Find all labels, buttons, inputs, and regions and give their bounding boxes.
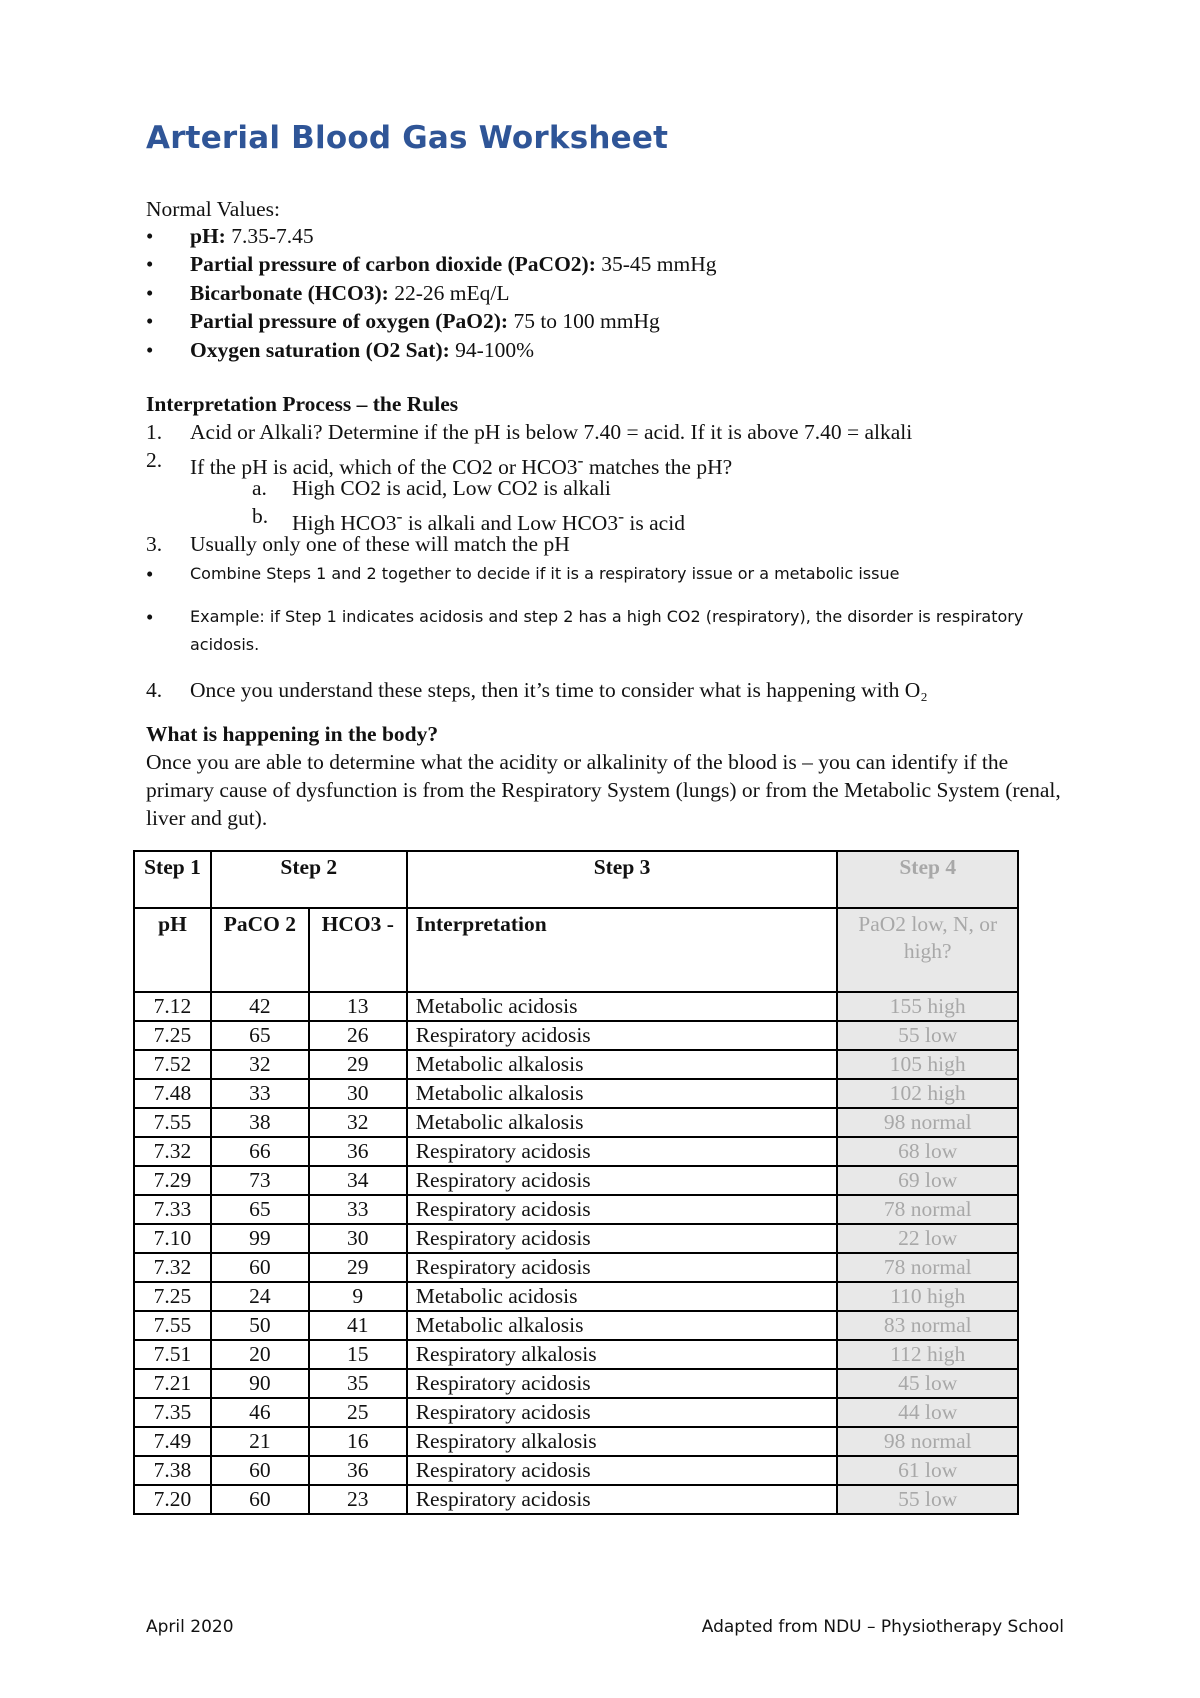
cell-ph: 7.55 [134,1311,211,1340]
table-row [134,1340,1018,1369]
cell-interpretation: Respiratory acidosis [407,1369,838,1398]
cell-ph: 7.32 [134,1253,211,1282]
worksheet-page: Arterial Blood Gas Worksheet Normal Values: • pH: 7.35-7.45 • Partial pressure of carbon dioxide (PaCO2): 35-45 mmHg • Bicarbonate (HCO3): 22-26 mEq/L • Partial pressure of oxygen (PaO2): 75 to 100 mmHg • Oxygen saturation (O2 Sat): 94-100% Interpretation Process – the Rules 1. Acid or Alkali? Determine if the pH is below 7.40 = acid. If it is above 7.40 = alkali 2. If the pH is acid, which of the CO2 or HCO3- matches the pH? a. High CO2 is acid, Low CO2 is alkali b. High HCO3- is alkali and Low HCO3- is acid 3. Usually only one of these will match the pH • Combine Steps 1 and 2 together to decide if it is a respiratory issue or a metabolic issue • Example: if Step 1 indicates acidosis and step 2 has a high CO2 (respiratory), the disorder is respiratory acidosis. 4. Once you understand these steps, then it’s time to consider what is happening with O₂ What is happening in the body? Once you are able to determine what the acidity or alkalinity of the blood is – you can identify if the primary cause of dysfunction is from the Respiratory System (lungs) or from the Metabolic System (renal, liver and gut). Step 1 Step 2 Step 3 Step 4 pH PaCO 2 HCO3 - Interpretation PaO2 low, N, or high? 7.12 42 13 Metabolic acidosis 155 high 7.25 65 26 Respiratory acidosis 55 low 7.52 32 29 Metabolic alkalosis 105 high 7.48 33 30 Metabolic alkalosis 102 high 7.55 38 32 Metabolic alkalosis 98 normal 7.32 66 36 Respiratory acidosis 68 low 7.29 73 34 Respiratory acidosis 69 low 7.33 65 33 Respiratory acidosis 78 normal 7.10 99 30 Respiratory acidosis 22 low 7.32 60 29 Respiratory acidosis 78 normal 7.25 24 9 Metabolic acidosis 110 high 7.55 50 41 Metabolic alkalosis 83 normal 7.51 20 15 Respiratory alkalosis 112 high 7.21 90 35 Respiratory acidosis 45 low 7.35 46 25 Respiratory acidosis 44 low 7.49 21 16 Respiratory alkalosis 98 normal 7.38 60 36 Respiratory acidosis 61 low 7.20 60 23 Respiratory acidosis 55 low April 2020 Adapted from NDU – Physiotherapy School [0,0,1200,1698]
cell-paco2: 33 [211,1079,309,1108]
cell-ph: 7.29 [134,1166,211,1195]
header-step-1: Step 1 [134,851,211,908]
cell-hco3: 36 [309,1456,407,1485]
cell-paco2: 99 [211,1224,309,1253]
cell-paco2: 66 [211,1137,309,1166]
table-row [134,1050,1018,1079]
table-row [134,1166,1018,1195]
table-row [134,1079,1018,1108]
cell-hco3: 15 [309,1340,407,1369]
cell-hco3: 41 [309,1311,407,1340]
normal-value-pao2: • Partial pressure of oxygen (PaO2): 75 to 100 mmHg [146,307,717,335]
table-row [134,1282,1018,1311]
header-step-2: Step 2 [211,851,407,908]
cell-paco2: 42 [211,992,309,1021]
cell-paco2: 38 [211,1108,309,1137]
cell-pao2: 69 low [837,1166,1018,1195]
cell-pao2: 105 high [837,1050,1018,1079]
cell-paco2: 60 [211,1253,309,1282]
cell-interpretation: Respiratory acidosis [407,1485,838,1514]
body-section-heading: What is happening in the body? [146,722,439,746]
cell-pao2: 22 low [837,1224,1018,1253]
cell-paco2: 32 [211,1050,309,1079]
cell-ph: 7.49 [134,1427,211,1456]
cell-hco3: 13 [309,992,407,1021]
abg-table [133,850,1019,1515]
normal-value-hco3: • Bicarbonate (HCO3): 22-26 mEq/L [146,279,717,307]
cell-ph: 7.21 [134,1369,211,1398]
header-step-4: Step 4 [837,851,1018,908]
cell-ph: 7.48 [134,1079,211,1108]
header-ph: pH [134,908,211,992]
table-step-header-row [134,851,1018,908]
cell-pao2: 55 low [837,1485,1018,1514]
cell-pao2: 83 normal [837,1311,1018,1340]
table-row [134,1195,1018,1224]
abg-table-body [134,992,1018,1514]
cell-interpretation: Respiratory alkalosis [407,1427,838,1456]
normal-value-o2sat: • Oxygen saturation (O2 Sat): 94-100% [146,336,717,364]
table-row [134,1253,1018,1282]
table-row [134,1224,1018,1253]
cell-paco2: 24 [211,1282,309,1311]
cell-interpretation: Respiratory acidosis [407,1398,838,1427]
table-row [134,1427,1018,1456]
cell-paco2: 60 [211,1456,309,1485]
page-title: Arterial Blood Gas Worksheet [146,120,669,156]
header-paco2: PaCO 2 [211,908,309,992]
cell-hco3: 25 [309,1398,407,1427]
cell-pao2: 61 low [837,1456,1018,1485]
cell-interpretation: Respiratory acidosis [407,1166,838,1195]
cell-pao2: 112 high [837,1340,1018,1369]
cell-pao2: 68 low [837,1137,1018,1166]
table-row [134,1137,1018,1166]
table-row [134,1311,1018,1340]
table-row [134,1456,1018,1485]
cell-interpretation: Respiratory acidosis [407,1195,838,1224]
cell-paco2: 65 [211,1195,309,1224]
cell-paco2: 21 [211,1427,309,1456]
normal-values-list [146,222,717,364]
cell-interpretation: Respiratory acidosis [407,1137,838,1166]
cell-paco2: 50 [211,1311,309,1340]
cell-paco2: 65 [211,1021,309,1050]
cell-hco3: 16 [309,1427,407,1456]
normal-values-heading: Normal Values: [146,197,280,221]
cell-interpretation: Metabolic alkalosis [407,1079,838,1108]
cell-hco3: 26 [309,1021,407,1050]
header-step-3: Step 3 [407,851,838,908]
cell-ph: 7.25 [134,1282,211,1311]
body-section-paragraph: Once you are able to determine what the acidity or alkalinity of the blood is – you can identify if the primary cause of dysfunction is from the Respiratory System (lungs) or from the Metabolic System (renal, liver and gut). [146,750,1061,830]
cell-interpretation: Respiratory acidosis [407,1021,838,1050]
header-pao2: PaO2 low, N, or high? [837,908,1018,992]
cell-interpretation: Respiratory alkalosis [407,1340,838,1369]
cell-ph: 7.38 [134,1456,211,1485]
cell-interpretation: Respiratory acidosis [407,1224,838,1253]
bullet-icon: • [146,562,154,586]
cell-paco2: 60 [211,1485,309,1514]
cell-ph: 7.32 [134,1137,211,1166]
cell-pao2: 55 low [837,1021,1018,1050]
cell-hco3: 9 [309,1282,407,1311]
rules-heading: Interpretation Process – the Rules [146,392,459,416]
cell-hco3: 29 [309,1050,407,1079]
cell-ph: 7.35 [134,1398,211,1427]
cell-pao2: 155 high [837,992,1018,1021]
header-hco3: HCO3 - [309,908,407,992]
cell-pao2: 78 normal [837,1195,1018,1224]
cell-interpretation: Metabolic acidosis [407,992,838,1021]
cell-interpretation: Metabolic alkalosis [407,1050,838,1079]
header-interpretation: Interpretation [407,908,838,992]
footer-date: April 2020 [146,1617,234,1637]
cell-pao2: 78 normal [837,1253,1018,1282]
cell-ph: 7.55 [134,1108,211,1137]
cell-pao2: 102 high [837,1079,1018,1108]
cell-paco2: 46 [211,1398,309,1427]
cell-hco3: 35 [309,1369,407,1398]
table-row [134,1369,1018,1398]
cell-ph: 7.20 [134,1485,211,1514]
footer-source: Adapted from NDU – Physiotherapy School [701,1617,1064,1637]
cell-hco3: 36 [309,1137,407,1166]
cell-paco2: 20 [211,1340,309,1369]
cell-interpretation: Respiratory acidosis [407,1253,838,1282]
cell-hco3: 30 [309,1224,407,1253]
table-row [134,1398,1018,1427]
table-column-header-row [134,908,1018,992]
cell-paco2: 73 [211,1166,309,1195]
cell-interpretation: Metabolic alkalosis [407,1311,838,1340]
cell-pao2: 44 low [837,1398,1018,1427]
table-row [134,1108,1018,1137]
cell-ph: 7.51 [134,1340,211,1369]
cell-ph: 7.33 [134,1195,211,1224]
cell-interpretation: Metabolic acidosis [407,1282,838,1311]
cell-pao2: 45 low [837,1369,1018,1398]
bullet-icon: • [146,605,154,629]
cell-hco3: 33 [309,1195,407,1224]
table-row [134,1485,1018,1514]
cell-hco3: 30 [309,1079,407,1108]
cell-interpretation: Respiratory acidosis [407,1456,838,1485]
cell-ph: 7.10 [134,1224,211,1253]
cell-interpretation: Metabolic alkalosis [407,1108,838,1137]
cell-paco2: 90 [211,1369,309,1398]
cell-hco3: 29 [309,1253,407,1282]
cell-hco3: 32 [309,1108,407,1137]
normal-value-paco2: • Partial pressure of carbon dioxide (PaCO2): 35-45 mmHg [146,250,717,278]
cell-hco3: 23 [309,1485,407,1514]
cell-ph: 7.52 [134,1050,211,1079]
normal-value-ph: • pH: 7.35-7.45 [146,222,717,250]
cell-pao2: 110 high [837,1282,1018,1311]
cell-ph: 7.25 [134,1021,211,1050]
cell-hco3: 34 [309,1166,407,1195]
table-row [134,992,1018,1021]
cell-ph: 7.12 [134,992,211,1021]
table-row [134,1021,1018,1050]
cell-pao2: 98 normal [837,1427,1018,1456]
cell-pao2: 98 normal [837,1108,1018,1137]
